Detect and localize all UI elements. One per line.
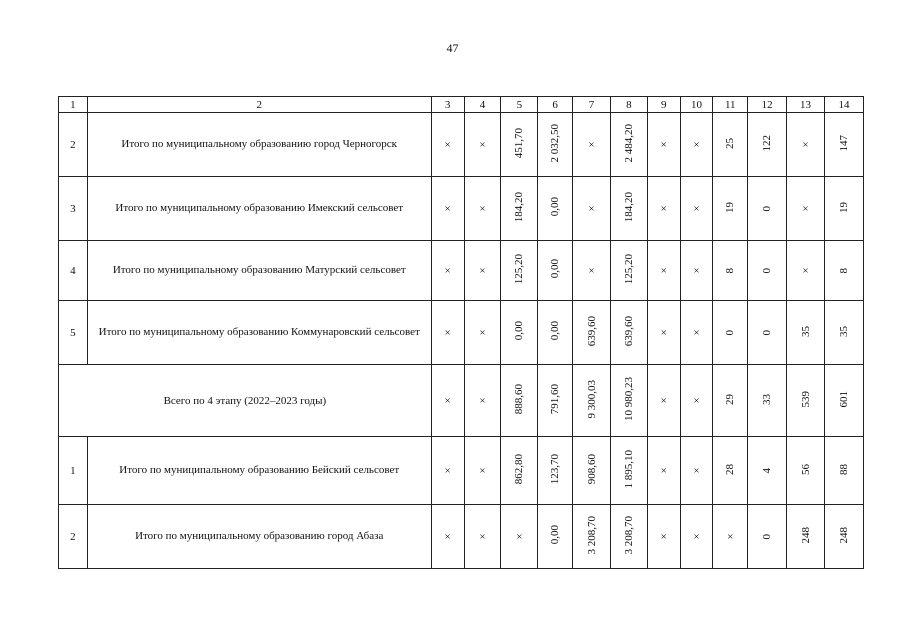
cell-value: 639,60 <box>585 315 598 347</box>
value-cell <box>464 301 501 365</box>
value-cell <box>573 241 611 301</box>
cell-value: × <box>693 530 700 543</box>
cell-value: × <box>444 326 451 339</box>
cell-value: 19 <box>837 201 850 213</box>
value-cell <box>824 301 863 365</box>
table-row <box>59 437 864 505</box>
cell-value: × <box>516 530 523 543</box>
cell-value: 248 <box>799 526 812 544</box>
value-cell <box>431 301 464 365</box>
value-cell <box>610 505 647 569</box>
cell-value: × <box>479 326 486 339</box>
value-cell <box>573 505 611 569</box>
value-cell <box>464 113 501 177</box>
value-cell <box>680 437 713 505</box>
col-header: 1 <box>59 97 88 113</box>
cell-value: 9 300,03 <box>585 379 598 419</box>
col-header: 10 <box>680 97 713 113</box>
value-cell <box>647 437 680 505</box>
cell-value: 0 <box>761 268 774 274</box>
value-cell <box>824 241 863 301</box>
value-cell <box>787 241 825 301</box>
value-cell <box>680 505 713 569</box>
value-cell <box>680 241 713 301</box>
value-cell <box>713 241 748 301</box>
value-cell <box>824 365 863 437</box>
cell-value: × <box>444 530 451 543</box>
table-row <box>59 301 864 365</box>
cell-value: 4 <box>761 468 774 474</box>
value-cell <box>464 177 501 241</box>
cell-value: × <box>802 202 809 215</box>
value-cell <box>573 301 611 365</box>
cell-value: × <box>802 138 809 151</box>
cell-value: 184,20 <box>513 191 526 223</box>
cell-value: × <box>479 464 486 477</box>
cell-value: 0 <box>724 330 737 336</box>
total-label: Всего по 4 этапу (2022–2023 годы) <box>59 365 432 437</box>
cell-value: 3 208,70 <box>622 515 635 555</box>
value-cell <box>647 241 680 301</box>
col-header: 11 <box>713 97 748 113</box>
value-cell <box>680 301 713 365</box>
col-header: 8 <box>610 97 647 113</box>
table-row <box>59 177 864 241</box>
cell-value: 248 <box>837 526 850 544</box>
value-cell <box>713 365 748 437</box>
value-cell <box>431 437 464 505</box>
cell-value: × <box>479 394 486 407</box>
row-number: 1 <box>59 437 88 505</box>
value-cell <box>538 177 573 241</box>
value-cell <box>787 177 825 241</box>
table-row <box>59 113 864 177</box>
cell-value: × <box>588 138 595 151</box>
value-cell <box>610 177 647 241</box>
col-header: 6 <box>538 97 573 113</box>
cell-value: 1 895,10 <box>622 449 635 489</box>
row-number: 2 <box>59 113 88 177</box>
value-cell <box>748 505 787 569</box>
value-cell <box>501 301 538 365</box>
cell-value: 862,80 <box>513 453 526 485</box>
cell-value: 147 <box>837 134 850 152</box>
data-table <box>58 96 864 569</box>
value-cell <box>501 437 538 505</box>
value-cell <box>713 437 748 505</box>
cell-value: 451,70 <box>513 127 526 159</box>
table-row <box>59 365 864 437</box>
col-header: 14 <box>824 97 863 113</box>
value-cell <box>431 365 464 437</box>
col-header: 3 <box>431 97 464 113</box>
value-cell <box>464 437 501 505</box>
value-cell <box>824 177 863 241</box>
value-cell <box>610 113 647 177</box>
cell-value: × <box>693 202 700 215</box>
value-cell <box>647 505 680 569</box>
cell-value: × <box>660 394 667 407</box>
cell-value: 184,20 <box>622 191 635 223</box>
cell-value: 0 <box>761 206 774 212</box>
cell-value: 125,20 <box>622 253 635 285</box>
cell-value: × <box>727 530 734 543</box>
cell-value: 88 <box>837 463 850 475</box>
row-name: Итого по муниципальному образованию город Черногорск <box>87 113 431 177</box>
col-header: 13 <box>787 97 825 113</box>
value-cell <box>431 177 464 241</box>
value-cell <box>431 113 464 177</box>
cell-value: 25 <box>724 137 737 149</box>
col-header: 5 <box>501 97 538 113</box>
cell-value: 3 208,70 <box>585 515 598 555</box>
value-cell <box>748 437 787 505</box>
cell-value: × <box>693 394 700 407</box>
cell-value: × <box>588 202 595 215</box>
cell-value: 2 484,20 <box>622 123 635 163</box>
cell-value: × <box>660 202 667 215</box>
cell-value: × <box>444 394 451 407</box>
value-cell <box>431 505 464 569</box>
cell-value: × <box>444 202 451 215</box>
value-cell <box>713 301 748 365</box>
cell-value: 19 <box>724 201 737 213</box>
value-cell <box>647 113 680 177</box>
cell-value: × <box>693 326 700 339</box>
value-cell <box>501 241 538 301</box>
cell-value: × <box>444 138 451 151</box>
value-cell <box>824 437 863 505</box>
value-cell <box>431 241 464 301</box>
value-cell <box>610 241 647 301</box>
cell-value: × <box>660 530 667 543</box>
value-cell <box>680 113 713 177</box>
cell-value: × <box>660 464 667 477</box>
value-cell <box>713 113 748 177</box>
cell-value: 122 <box>761 134 774 152</box>
cell-value: × <box>588 264 595 277</box>
cell-value: 0,00 <box>549 321 562 341</box>
value-cell <box>610 437 647 505</box>
col-header: 2 <box>87 97 431 113</box>
row-name: Итого по муниципальному образованию город Абаза <box>87 505 431 569</box>
cell-value: × <box>693 138 700 151</box>
value-cell <box>713 177 748 241</box>
cell-value: 908,60 <box>585 453 598 485</box>
value-cell <box>464 365 501 437</box>
cell-value: × <box>660 326 667 339</box>
table-row <box>59 505 864 569</box>
cell-value: 123,70 <box>549 453 562 485</box>
value-cell <box>538 437 573 505</box>
value-cell <box>748 301 787 365</box>
value-cell <box>680 365 713 437</box>
cell-value: × <box>479 138 486 151</box>
cell-value: 125,20 <box>513 253 526 285</box>
value-cell <box>573 177 611 241</box>
row-number: 3 <box>59 177 88 241</box>
value-cell <box>573 365 611 437</box>
cell-value: × <box>479 530 486 543</box>
value-cell <box>647 177 680 241</box>
cell-value: × <box>660 264 667 277</box>
cell-value: × <box>444 464 451 477</box>
table-row <box>59 241 864 301</box>
col-header: 9 <box>647 97 680 113</box>
row-number: 2 <box>59 505 88 569</box>
value-cell <box>538 505 573 569</box>
value-cell <box>501 177 538 241</box>
value-cell <box>647 301 680 365</box>
value-cell <box>787 365 825 437</box>
cell-value: × <box>693 264 700 277</box>
value-cell <box>713 505 748 569</box>
row-name: Итого по муниципальному образованию Бейский сельсовет <box>87 437 431 505</box>
value-cell <box>464 241 501 301</box>
value-cell <box>748 241 787 301</box>
value-cell <box>464 505 501 569</box>
cell-value: 33 <box>761 393 774 405</box>
cell-value: 8 <box>724 268 737 274</box>
value-cell <box>647 365 680 437</box>
cell-value: 35 <box>837 325 850 337</box>
row-name: Итого по муниципальному образованию Матурский сельсовет <box>87 241 431 301</box>
cell-value: 639,60 <box>622 315 635 347</box>
cell-value: 888,60 <box>513 383 526 415</box>
value-cell <box>787 113 825 177</box>
cell-value: 0,00 <box>549 259 562 279</box>
value-cell <box>573 437 611 505</box>
cell-value: 0,00 <box>513 321 526 341</box>
cell-value: 10 980,23 <box>622 377 635 421</box>
cell-value: 0,00 <box>549 525 562 545</box>
value-cell <box>610 301 647 365</box>
cell-value: × <box>479 202 486 215</box>
value-cell <box>538 113 573 177</box>
cell-value: 791,60 <box>549 383 562 415</box>
value-cell <box>501 365 538 437</box>
cell-value: × <box>660 138 667 151</box>
cell-value: 29 <box>724 393 737 405</box>
page-number: 47 <box>446 41 459 55</box>
table-header-row <box>59 97 864 113</box>
cell-value: 56 <box>799 463 812 475</box>
value-cell <box>538 241 573 301</box>
value-cell <box>748 365 787 437</box>
cell-value: 601 <box>837 390 850 408</box>
value-cell <box>824 505 863 569</box>
cell-value: 28 <box>724 463 737 475</box>
col-header: 7 <box>573 97 611 113</box>
cell-value: 8 <box>837 268 850 274</box>
value-cell <box>501 505 538 569</box>
col-header: 12 <box>748 97 787 113</box>
value-cell <box>538 365 573 437</box>
row-number: 4 <box>59 241 88 301</box>
col-header: 4 <box>464 97 501 113</box>
cell-value: × <box>444 264 451 277</box>
value-cell <box>748 177 787 241</box>
value-cell <box>748 113 787 177</box>
cell-value: 539 <box>799 390 812 408</box>
cell-value: × <box>479 264 486 277</box>
cell-value: × <box>802 264 809 277</box>
cell-value: 0 <box>761 330 774 336</box>
value-cell <box>610 365 647 437</box>
value-cell <box>501 113 538 177</box>
row-name: Итого по муниципальному образованию Коммунаровский сельсовет <box>87 301 431 365</box>
row-number: 5 <box>59 301 88 365</box>
cell-value: 0,00 <box>549 197 562 217</box>
value-cell <box>573 113 611 177</box>
cell-value: × <box>693 464 700 477</box>
cell-value: 0 <box>761 534 774 540</box>
cell-value: 2 032,50 <box>549 123 562 163</box>
value-cell <box>787 505 825 569</box>
value-cell <box>824 113 863 177</box>
value-cell <box>787 437 825 505</box>
value-cell <box>538 301 573 365</box>
row-name: Итого по муниципальному образованию Имекский сельсовет <box>87 177 431 241</box>
cell-value: 35 <box>799 325 812 337</box>
value-cell <box>787 301 825 365</box>
value-cell <box>680 177 713 241</box>
